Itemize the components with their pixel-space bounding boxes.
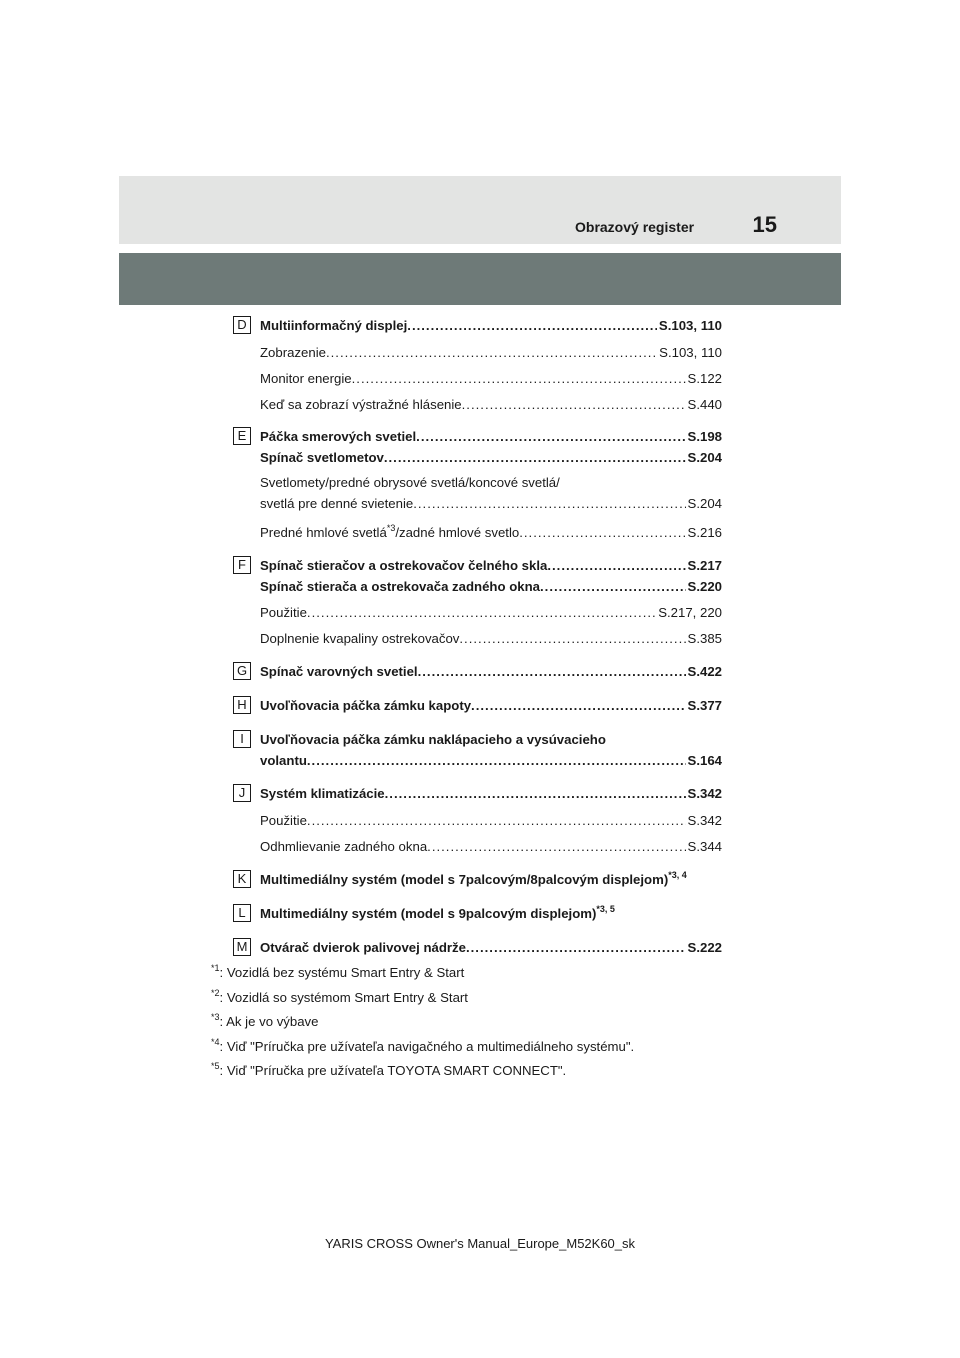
index-entry[interactable]: Otvárač dvierok palivovej nádrže ..... S.222 [260, 940, 722, 956]
section-title: Obrazový register [575, 219, 695, 235]
footnote: $^{*3}$: Ak je vo výbave [211, 1011, 319, 1029]
index-entry[interactable]: Monitor energie ..... S.122 [260, 371, 722, 387]
index-entry[interactable]: Použitie ..... S.217, 220 [260, 605, 722, 621]
page-ref: S.222 [687, 940, 722, 955]
footnote: $^{*1}$: Vozidlá bez systému Smart Entry & Start [211, 962, 465, 980]
index-entry[interactable]: Použitie ..... S.342 [260, 813, 722, 829]
index-entry[interactable]: svetlá pre denné svietenie ..... S.204 [260, 496, 722, 512]
page-ref: S.344 [687, 839, 722, 854]
footnote: $^{*5}$: Viď "Príručka pre užívateľa TOYOTA SMART CONNECT". [211, 1060, 567, 1078]
section-letter-j: J [233, 784, 251, 802]
section-letter-l: L [233, 904, 251, 922]
index-entry[interactable]: Spínač varovných svetiel ..... S.422 [260, 664, 722, 680]
index-entry[interactable]: Spínač stierača a ostrekovača zadného okna ..... S.220 [260, 579, 722, 595]
index-entry[interactable]: Doplnenie kvapaliny ostrekovačov ..... S.385 [260, 631, 722, 647]
section-letter-k: K [233, 870, 251, 888]
page-ref: S.204 [687, 496, 722, 511]
footnote: $^{*4}$: Viď "Príručka pre užívateľa navigačného a multimediálneho systému". [211, 1036, 635, 1054]
page-ref: S.217 [687, 558, 722, 573]
index-entry[interactable]: volantu ..... S.164 [260, 753, 722, 769]
page-ref: S.216 [687, 525, 722, 540]
page-ref: S.122 [687, 371, 722, 386]
index-entry[interactable]: Multimediálny systém (model s 9palcovým displejom)$^{*3, 5}$ [260, 903, 615, 921]
page-ref: S.422 [687, 664, 722, 679]
index-entry[interactable]: Spínač stieračov a ostrekovačov čelného skla ..... S.217 [260, 558, 722, 574]
index-entry[interactable]: Multimediálny systém (model s 7palcovým/8palcovým displejom)$^{*3, 4}$ [260, 869, 687, 887]
page-ref: S.204 [687, 450, 722, 465]
page-ref: S.342 [687, 813, 722, 828]
section-letter-g: G [233, 662, 251, 680]
header-bar [119, 253, 841, 305]
section-letter-f: F [233, 556, 251, 574]
index-entry[interactable]: Spínač svetlometov ..... S.204 [260, 450, 722, 466]
index-entry[interactable]: Odhmlievanie zadného okna ..... S.344 [260, 839, 722, 855]
footnote: $^{*2}$: Vozidlá so systémom Smart Entry & Start [211, 987, 468, 1005]
index-entry[interactable]: Systém klimatizácie ..... S.342 [260, 786, 722, 802]
section-letter-m: M [233, 938, 251, 956]
section-letter-e: E [233, 427, 251, 445]
page-ref: S.103, 110 [658, 318, 722, 333]
page-ref: S.220 [687, 579, 722, 594]
index-entry[interactable]: Páčka smerových svetiel ..... S.198 [260, 429, 722, 445]
index-entry[interactable]: Uvoľňovacia páčka zámku kapoty ..... S.377 [260, 698, 722, 714]
footnote-ref: *3, 5 [596, 903, 615, 914]
section-letter-d: D [233, 316, 251, 334]
page-number: 15 [752, 212, 777, 237]
index-entry[interactable]: Multiinformačný displej ..... S.103, 110 [260, 318, 722, 334]
page-ref: S.385 [687, 631, 722, 646]
footnote-ref: *3, 4 [668, 869, 687, 880]
index-entry-line: Svetlomety/predné obrysové svetlá/koncové svetlá/ [260, 475, 560, 490]
page-ref: S.198 [687, 429, 722, 444]
footer-manual-id: YARIS CROSS Owner's Manual_Europe_M52K60_sk [324, 1236, 636, 1251]
section-letter-i: I [233, 730, 251, 748]
index-entry[interactable]: Predné hmlové svetlá$^{*3}$/zadné hmlové svetlo ..... S.216 [260, 525, 722, 541]
index-entry[interactable]: Keď sa zobrazí výstražné hlásenie ..... S.440 [260, 397, 722, 413]
page-ref: S.377 [687, 698, 722, 713]
index-entry[interactable]: Zobrazenie ..... S.103, 110 [260, 345, 722, 361]
page-ref: S.440 [687, 397, 722, 412]
page-ref: S.164 [687, 753, 722, 768]
footnote-ref: *3 [386, 522, 396, 533]
page-ref: S.217, 220 [658, 605, 722, 620]
section-letter-h: H [233, 696, 251, 714]
page-ref: S.103, 110 [659, 345, 722, 360]
page-ref: S.342 [687, 786, 722, 801]
index-entry-line: Uvoľňovacia páčka zámku naklápacieho a vysúvacieho [260, 732, 606, 747]
